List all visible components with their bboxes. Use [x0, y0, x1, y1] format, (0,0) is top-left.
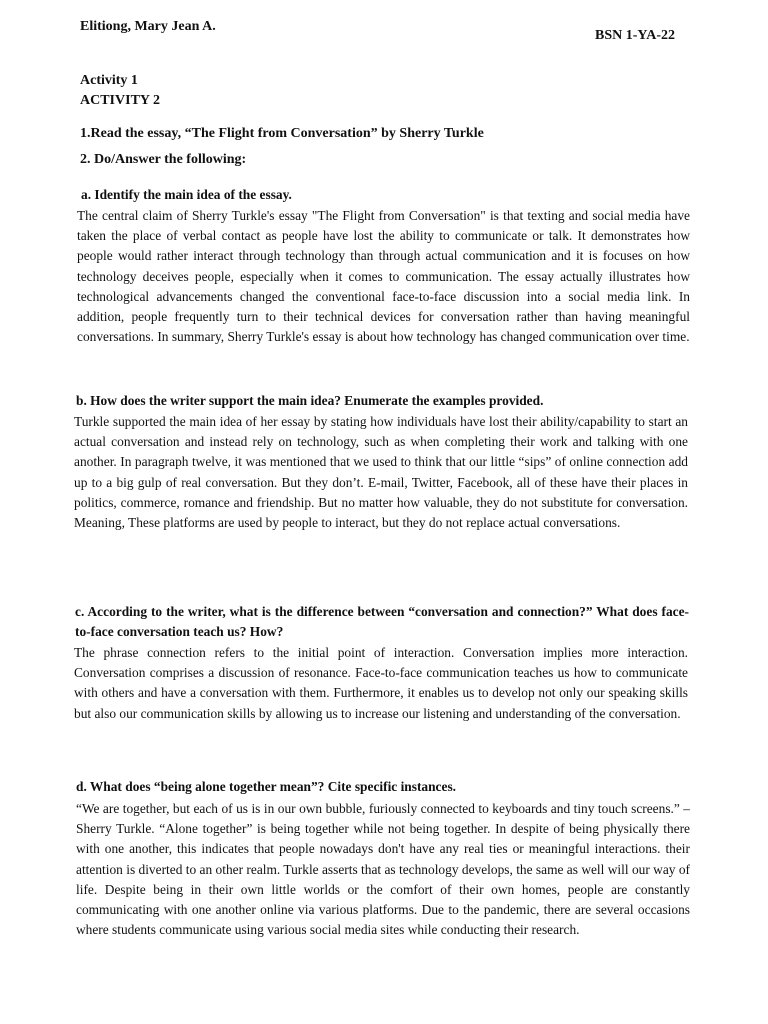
answer-c-paragraph: The phrase connection refers to the initial point of interaction. Conversation implies more interaction. Conversation comprises a discussion of resonance. Face-to-face communication teaches us how to communicate with others and have a conversation with them. Furthermore, it enables us to develop not only our speaking skills but also our communication skills by allowing us to increase our listening and understanding of the conversation. [74, 645, 688, 721]
section-code: BSN 1-YA-22 [595, 28, 675, 43]
answer-a-paragraph: The central claim of Sherry Turkle's essay "The Flight from Conversation" is that texting and social media have taken the place of verbal contact as people have lost the ability to communicate or talk. It demonstrates how people would rather interact through technology than through actual communication and it is focuses on how technology deceives people, especially when it comes to communication. The essay actually illustrates how technological advancements changed the conventional face-to-face discussion into a social media link. In addition, people frequently turn to their technical devices for conversation rather than having meaningful conversations. In summary, Sherry Turkle's essay is about how technology has changed communication over time. [77, 208, 690, 345]
question-b-heading: b. How does the writer support the main idea? Enumerate the examples provided. [76, 393, 544, 408]
question-a-heading: a. Identify the main idea of the essay. [81, 187, 292, 202]
instruction-answer: 2. Do/Answer the following: [80, 152, 247, 167]
answer-d-paragraph: “We are together, but each of us is in our own bubble, furiously connected to keyboards and tiny touch screens.” – Sherry Turkle. “Alone together” is being together while not being together. In despite of being physically there with one another, this indicates that people nowadays don't have any real ties or meaningful interactions. their attention is diverted to an other realm. Turkle asserts that as technology develops, the same as well will our way of life. Despite being in their own little worlds or the comfort of their own homes, people are constantly communicating with one another online via various platforms. Due to the pandemic, there are several occasions where students communicate using various social media sites while conducting their research. [76, 801, 690, 938]
question-c-heading: c. According to the writer, what is the difference between “conversation and connection?” What does face-to-face conversation teach us? How? [75, 604, 689, 640]
activity-2-label: ACTIVITY 2 [80, 93, 160, 108]
answer-b-paragraph: Turkle supported the main idea of her essay by stating how individuals have lost their ability/capability to start an actual conversation and instead rely on technology, such as when completing their work and talking with one another. In paragraph twelve, it was mentioned that we used to think that our little “sips” of online connection add up to a big gulp of real conversation. But they don’t. E-mail, Twitter, Facebook, all of these have their places in politics, commerce, romance and friendship. But no matter how valuable, they do not substitute for conversation. Meaning, These platforms are used by people to interact, but they do not replace actual conversations. [74, 414, 688, 531]
student-name: Elitiong, Mary Jean A. [80, 19, 216, 34]
question-d-heading: d. What does “being alone together mean”? Cite specific instances. [76, 779, 457, 794]
activity-1-label: Activity 1 [80, 73, 138, 88]
instruction-read-essay: 1.Read the essay, “The Flight from Conversation” by Sherry Turkle [80, 126, 484, 141]
